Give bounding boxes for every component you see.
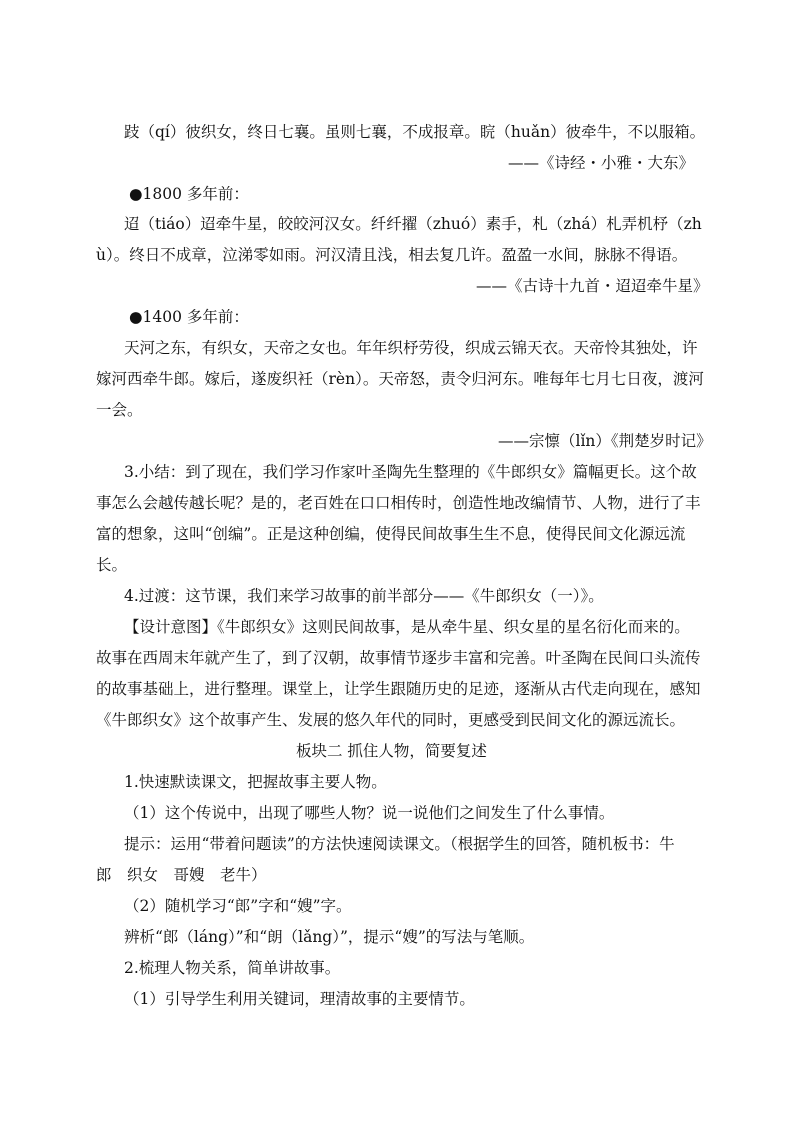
paragraph-line: （1）这个传说中，出现了哪些人物？说一说他们之间发生了什么事情。 <box>124 804 615 822</box>
paragraph-line: 富的想象，这叫“创编”。正是这种创编，使得民间故事生生不息，使得民间文化源远流 <box>96 525 686 543</box>
paragraph-line: （1）引导学生利用关键词，理清故事的主要情节。 <box>124 990 475 1008</box>
poem-source: ——《古诗十九首・迢迢牵牛星》 <box>476 277 709 295</box>
section-heading: ●1400 多年前： <box>129 308 249 326</box>
poem-line: 迢（tiáo）迢牵牛星，皎皎河汉女。纤纤擢（zhuó）素手，札（zhá）札弄机杼（zh <box>124 215 702 233</box>
paragraph-line: 的故事基础上，进行整理。课堂上，让学生跟随历史的足迹，逐渐从古代走向现在，感知 <box>96 680 701 698</box>
poem-source: ——《诗经・小雅・大东》 <box>508 154 695 172</box>
paragraph-line: 郎 织女 哥嫂 老牛） <box>96 866 267 884</box>
poem-line: 跂（qí）彼织女，终日七襄。虽则七襄，不成报章。睆（huǎn）彼牵牛，不以服箱。 <box>124 123 706 141</box>
paragraph-line: 故事在西周末年就产生了，到了汉朝，故事情节逐步丰富和完善。叶圣陶在民间口头流传 <box>96 649 701 667</box>
paragraph-line: 2.梳理人物关系，简单讲故事。 <box>124 959 341 977</box>
paragraph-line: 辨析“郎（láng）”和“朗（lǎng）”，提示“嫂”的写法与笔顺。 <box>124 928 535 946</box>
paragraph-line: 4.过渡：这节课，我们来学习故事的前半部分——《牛郎织女（一）》。 <box>124 587 604 605</box>
paragraph-line: 3.小结：到了现在，我们学习作家叶圣陶先生整理的《牛郎织女》篇幅更长。这个故 <box>124 463 697 481</box>
poem-source: ——宗懔（lǐn）《荆楚岁时记》 <box>498 432 712 450</box>
paragraph-line: （2）随机学习“郎”字和“嫂”字。 <box>124 897 352 915</box>
paragraph-line: 嫁河西牵牛郎。嫁后，遂废织衽（rèn）。天帝怒，责令归河东。唯每年七月七日夜，渡河 <box>96 370 704 388</box>
poem-line: ù）。终日不成章，泣涕零如雨。河汉清且浅，相去复几许。盈盈一水间，脉脉不得语。 <box>96 246 688 264</box>
paragraph-line: 【设计意图】《牛郎织女》这则民间故事，是从牵牛星、织女星的星名衍化而来的。 <box>124 618 690 636</box>
paragraph-line: 天河之东，有织女，天帝之女也。年年织杼劳役，织成云锦天衣。天帝怜其独处，许 <box>124 339 698 357</box>
paragraph-line: 1.快速默读课文，把握故事主要人物。 <box>124 773 387 791</box>
paragraph-line: 一会。 <box>96 401 143 419</box>
paragraph-line: 提示：运用“带着问题读”的方法快速阅读课文。（根据学生的回答，随机板书：牛 <box>124 835 675 853</box>
section-heading: ●1800 多年前： <box>129 185 249 203</box>
paragraph-line: 《牛郎织女》这个故事产生、发展的悠久年代的同时，更感受到民间文化的源远流长。 <box>96 711 686 729</box>
paragraph-line: 事怎么会越传越长呢？是的，老百姓在口口相传时，创造性地改编情节、人物，进行了丰 <box>96 494 701 512</box>
section-title: 板块二 抓住人物，简要复述 <box>296 742 487 760</box>
paragraph-line: 长。 <box>96 556 128 574</box>
